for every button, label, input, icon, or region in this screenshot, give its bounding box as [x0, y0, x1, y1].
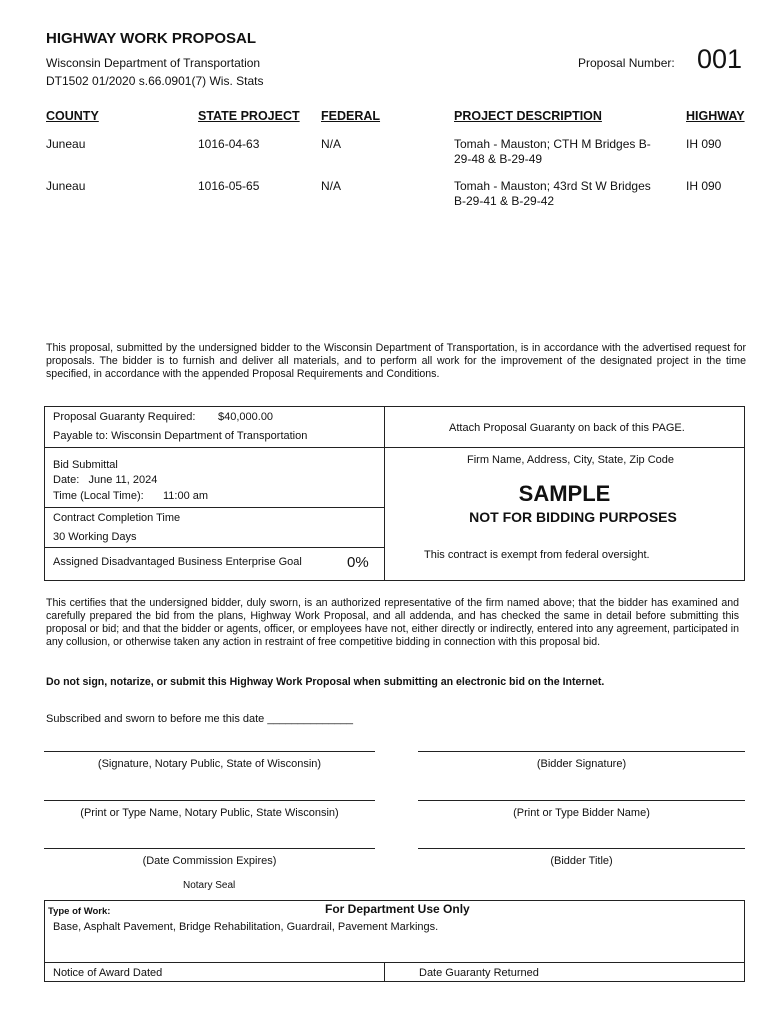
notary-name-caption: (Print or Type Name, Notary Public, State Wisconsin)	[80, 807, 339, 819]
cell-highway: IH 090	[686, 137, 722, 151]
guaranty-payable: Payable to: Wisconsin Department of Transportation	[53, 430, 308, 442]
bid-time-label: Time (Local Time):	[53, 490, 144, 502]
cell-description-line1: Tomah - Mauston; CTH M Bridges B-	[454, 137, 651, 151]
cell-highway: IH 090	[686, 179, 722, 193]
notice-of-award-label: Notice of Award Dated	[53, 967, 163, 979]
cell-description-line2: 29-48 & B-29-49	[454, 152, 543, 166]
date-guaranty-returned-label: Date Guaranty Returned	[419, 967, 539, 979]
cell-federal: N/A	[321, 179, 342, 193]
form-id: DT1502 01/2020 s.66.0901(7) Wis. Stats	[46, 74, 264, 88]
type-of-work-label: Type of Work:	[48, 906, 111, 917]
cell-description-line1: Tomah - Mauston; 43rd St W Bridges	[454, 179, 651, 193]
cell-state-project: 1016-05-65	[198, 179, 260, 193]
form-title: HIGHWAY WORK PROPOSAL	[46, 30, 257, 47]
col-header-county: COUNTY	[46, 109, 99, 123]
exempt-note: This contract is exempt from federal oversight.	[424, 549, 650, 561]
col-header-highway: HIGHWAY	[686, 109, 745, 123]
bid-date-label: Date:	[53, 474, 80, 486]
col-header-project-description: PROJECT DESCRIPTION	[454, 109, 602, 123]
cell-federal: N/A	[321, 137, 342, 151]
commission-expires-caption: (Date Commission Expires)	[142, 855, 277, 867]
certification-paragraph: This certifies that the undersigned bidder, duly sworn, is an authorized representative of the firm named above; that the bidder has examined and carefully prepared the bid from the plans, Highway Work Proposal, and all addenda, and has checked the same in detail before submitting this proposal or bid; and that the bidder or agents, officer, or employees have not, either directly or indirectly, entered into any agreement, participated in any collusion, or otherwise taken any action in restraint of free competitive bidding in connection with this proposal bid.	[46, 597, 739, 648]
completion-label: Contract Completion Time	[53, 512, 181, 524]
cell-state-project: 1016-04-63	[198, 137, 260, 151]
bidder-signature-caption: (Bidder Signature)	[536, 758, 627, 770]
guaranty-amount: $40,000.00	[218, 411, 274, 423]
bid-date-value: June 11, 2024	[88, 474, 158, 486]
bid-time-value: 11:00 am	[163, 490, 209, 502]
sample-watermark: SAMPLE	[518, 481, 611, 506]
proposal-number: 001	[697, 44, 743, 74]
col-header-state-project: STATE PROJECT	[198, 109, 300, 123]
col-header-federal: FEDERAL	[321, 109, 381, 123]
firm-label: Firm Name, Address, City, State, Zip Code	[467, 454, 675, 466]
cell-description-line2: B-29-41 & B-29-42	[454, 194, 555, 208]
type-of-work-value: Base, Asphalt Pavement, Bridge Rehabilitation, Guardrail, Pavement Markings.	[53, 921, 439, 933]
bid-date	[53, 474, 157, 486]
bidder-title-caption: (Bidder Title)	[550, 855, 613, 867]
dbe-goal-label: Assigned Disadvantaged Business Enterprise Goal	[53, 556, 302, 568]
guaranty-required-label: Proposal Guaranty Required:	[53, 411, 196, 423]
attach-guaranty-note: Attach Proposal Guaranty on back of this PAGE.	[449, 422, 685, 434]
bid-submittal-label: Bid Submittal	[53, 459, 118, 471]
not-for-bidding: NOT FOR BIDDING PURPOSES	[469, 509, 677, 525]
intro-paragraph: This proposal, submitted by the undersigned bidder to the Wisconsin Department of Transportation, is in accordance with the advertised request for proposals. The bidder is to furnish and deliver all materials, and to perform all work for the improvement of the designated project in the time specified, in accordance with the appended Proposal Requirements and Conditions.	[46, 342, 746, 380]
cell-county: Juneau	[46, 179, 86, 193]
electronic-bid-warning: Do not sign, notarize, or submit this Highway Work Proposal when submitting an electronic bid on the Internet.	[46, 676, 605, 688]
cell-county: Juneau	[46, 137, 86, 151]
sworn-line: Subscribed and sworn to before me this date ______________	[46, 713, 353, 725]
notary-signature-caption: (Signature, Notary Public, State of Wisconsin)	[97, 758, 322, 770]
agency-name: Wisconsin Department of Transportation	[46, 56, 261, 70]
completion-value: 30 Working Days	[53, 531, 137, 543]
dept-use-heading: For Department Use Only	[325, 902, 470, 916]
bidder-name-caption: (Print or Type Bidder Name)	[513, 807, 650, 819]
proposal-number-label: Proposal Number:	[578, 56, 675, 70]
notary-seal-label: Notary Seal	[183, 880, 236, 891]
dbe-goal-value: 0%	[347, 554, 369, 571]
